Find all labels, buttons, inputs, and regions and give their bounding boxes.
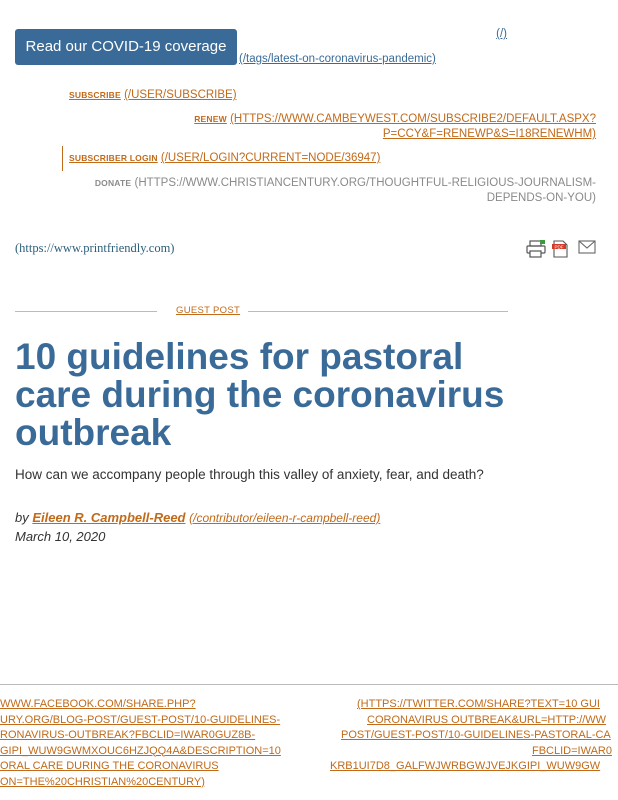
facebook-url-line: RONAVIRUS-OUTBREAK?FBCLID=IWAR0GUZ8B- [0, 729, 256, 741]
print-tools [526, 240, 596, 258]
pdf-icon[interactable] [552, 240, 570, 258]
twitter-url-line: CORONAVIRUS OUTBREAK&URL=HTTP://WW [367, 713, 607, 726]
subscribe-url: (/USER/SUBSCRIBE) [124, 89, 237, 101]
publish-date: March 10, 2020 [15, 529, 106, 544]
subscribe-link[interactable] [69, 88, 237, 103]
renew-url-line-2: P=CCY&F=RENEWP&S=I18RENEWHM) [382, 128, 596, 140]
renew-link[interactable] [194, 112, 596, 142]
twitter-url-line: FBCLID=IWAR0 [532, 744, 612, 757]
donate-url-line-1: (HTTPS://WWW.CHRISTIANCENTURY.ORG/THOUGHTFUL-RELIGIOUS-JOURNALISM- [134, 177, 596, 189]
facebook-url-line: ORAL CARE DURING THE CORONAVIRUS [0, 760, 219, 772]
home-link[interactable]: (/) [496, 28, 507, 40]
author-url[interactable]: (/contributor/eileen-r-campbell-reed) [189, 511, 381, 525]
renew-url-line-1: (HTTPS://WWW.CAMBEYWEST.COM/SUBSCRIBE2/DEFAULT.ASPX? [230, 113, 596, 125]
share-divider [0, 684, 618, 685]
covid-coverage-button[interactable]: Read our COVID-19 coverage [15, 29, 237, 65]
donate-url-line-2: DEPENDS-ON-YOU) [486, 192, 596, 204]
byline [15, 510, 380, 525]
subscribe-label: SUBSCRIBE [69, 90, 121, 100]
login-url: (/USER/LOGIN?CURRENT=NODE/36947) [160, 152, 381, 164]
printfriendly-link[interactable]: (https://www.printfriendly.com) [15, 241, 175, 255]
email-icon[interactable] [578, 240, 596, 258]
facebook-share-link[interactable] [0, 697, 281, 790]
donate-link[interactable] [95, 176, 596, 206]
author-link[interactable]: Eileen R. Campbell-Reed [32, 510, 186, 525]
byline-prefix: by [15, 510, 33, 525]
facebook-url-line: ON=THE%20CHRISTIAN%20CENTURY) [0, 775, 205, 788]
label-rule-left [15, 311, 157, 312]
twitter-share-link[interactable] [330, 697, 618, 775]
covid-coverage-url[interactable]: (/tags/latest-on-coronavirus-pandemic) [239, 53, 436, 65]
twitter-url-line: (HTTPS://TWITTER.COM/SHARE?TEXT=10 GUI [357, 698, 600, 710]
article-title: 10 guidelines for pastoral care during the coronavirus outbreak [15, 336, 505, 453]
subscriber-login-link[interactable] [69, 151, 380, 166]
facebook-url-line: GIPI_WUW9GWMXOUC6HZJQQ4A&DESCRIPTION=10 [0, 744, 281, 757]
login-label: SUBSCRIBER LOGIN [69, 153, 158, 163]
twitter-url-line: KRB1UI7D8_GALFWJWRBGWJVEJKGIPI_WUW9GW [330, 760, 601, 772]
facebook-url-line: WWW.FACEBOOK.COM/SHARE.PHP? [0, 698, 196, 710]
article-dek: How can we accompany people through this valley of anxiety, fear, and death? [15, 467, 484, 482]
facebook-url-line: URY.ORG/BLOG-POST/GUEST-POST/10-GUIDELINES- [0, 713, 281, 726]
twitter-url-line: POST/GUEST-POST/10-GUIDELINES-PASTORAL-CA [341, 729, 611, 741]
guest-post-label[interactable]: GUEST POST [176, 305, 241, 316]
login-divider [62, 146, 63, 171]
svg-text:PDF: PDF [554, 244, 564, 250]
print-icon[interactable] [526, 240, 544, 258]
donate-label: DONATE [94, 178, 132, 188]
label-rule-right [248, 311, 508, 312]
renew-label: RENEW [194, 114, 227, 124]
